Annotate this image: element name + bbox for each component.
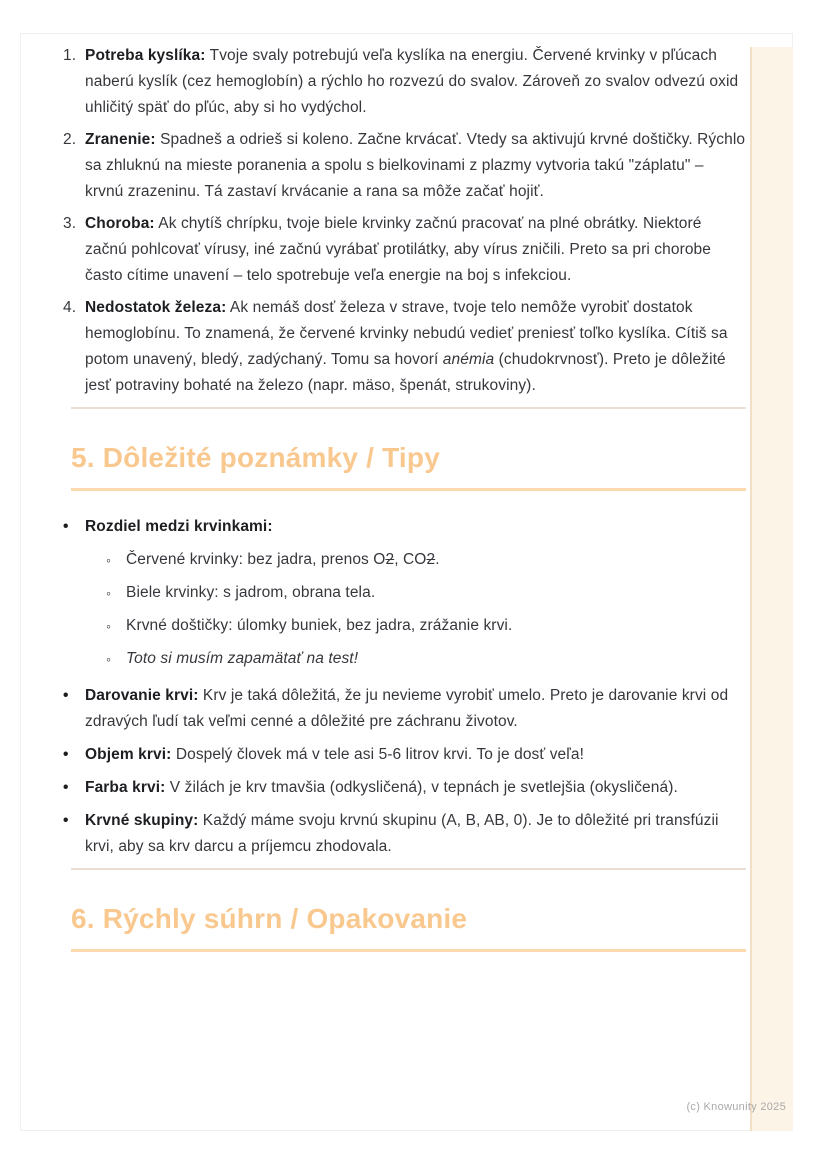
- summary-section: [63, 868, 746, 952]
- item-body: (chudokrvnosť). Preto je dôležité jesť potraviny bohaté na železo (napr. mäso, špenát, strukoviny).: [85, 351, 726, 394]
- sub-bullet-item: [106, 646, 746, 672]
- bullet-icon: •: [63, 518, 69, 535]
- bullet-item: [63, 742, 746, 768]
- sub-text-part: Červené krvinky: bez jadra, prenos O: [126, 551, 386, 568]
- bullet-body: Dospelý človek má v tele asi 5-6 litrov krvi. To je dosť veľa!: [175, 746, 585, 763]
- item-body: Tvoje svaly potrebujú veľa kyslíka na energiu. Červené krvinky v pľúcach naberú kyslík (cez hemoglobín) a rýchlo ho rozvezú do svalov. Zároveň zo svalov odvezú oxid uhličitý späť do pľúc, aby si ho vydýchol.: [85, 47, 739, 116]
- bullet-body: Krv je taká dôležitá, že ju nevieme vyrobiť umelo. Preto je darovanie krvi od zdravých ľudí tak veľmi cenné a dôležité pre záchranu životov.: [85, 687, 729, 730]
- sub-text-part: , CO: [394, 551, 427, 568]
- bullet-item: [63, 514, 746, 676]
- bullet-label: Rozdiel medzi krvinkami:: [85, 518, 273, 535]
- item-body: Spadneš a odrieš si koleno. Začne krvácať. Vtedy sa aktivujú krvné doštičky. Rýchlo sa zhluknú na mieste poranenia a spolu s bielkovinami z plazmy vytvoria takú "záplatu" – krvnú zrazeninu. Tá zastaví krvácanie a rana sa môže začať hojiť.: [85, 131, 746, 200]
- item-text: [85, 211, 746, 289]
- item-number: 1.: [63, 47, 77, 64]
- sub-bullet-item: [106, 613, 746, 639]
- section-heading-tips: 5. Dôležité poznámky / Tipy: [71, 442, 440, 473]
- item-body-italic: anémia: [442, 351, 495, 368]
- subscript-strike: 2: [385, 551, 395, 568]
- sub-bullet-icon: ◦: [106, 651, 112, 667]
- item-label: Zranenie:: [85, 131, 156, 148]
- sub-bullet-item: [106, 547, 746, 573]
- sub-bullet-icon: ◦: [106, 585, 112, 601]
- sub-bullet-icon: ◦: [106, 618, 112, 634]
- bullet-label: Darovanie krvi:: [85, 687, 199, 704]
- sub-bullet-text: Krvné doštičky: úlomky buniek, bez jadra, zrážanie krvi.: [126, 617, 513, 634]
- section-heading-summary: 6. Rýchly súhrn / Opakovanie: [71, 903, 468, 934]
- item-text: [85, 295, 746, 399]
- bullet-text: [85, 775, 746, 801]
- sub-bullet-list: [106, 547, 746, 672]
- bullet-body: Každý máme svoju krvnú skupinu (A, B, AB, 0). Je to dôležité pri transfúzii krvi, aby sa krv darcu a príjemcu zhodovala.: [85, 812, 719, 855]
- sub-bullet-text: [126, 547, 746, 573]
- item-text: [85, 43, 746, 121]
- bullet-text: [85, 808, 746, 860]
- watermark: (c) Knowunity 2025: [686, 1101, 786, 1113]
- tips-bullet-list: [63, 514, 746, 860]
- bullet-label: Objem krvi:: [85, 746, 172, 763]
- list-item: [63, 43, 746, 121]
- sub-bullet-icon: ◦: [106, 552, 112, 568]
- item-body: Ak chytíš chrípku, tvoje biele krvinky začnú pracovať na plné obrátky. Niektoré začnú pohlcovať vírusy, iné začnú vyrábať protilátky, aby vírus zničili. Preto sa pri chorobe často cítime unavení – telo spotrebuje veľa energie na boj s infekciou.: [85, 215, 711, 284]
- section-divider: [71, 868, 746, 870]
- bullet-icon: •: [63, 779, 69, 796]
- section-divider: [71, 407, 746, 409]
- numbered-list: [63, 43, 746, 399]
- item-number: 3.: [63, 215, 77, 232]
- list-item: [63, 211, 746, 289]
- bullet-icon: •: [63, 746, 69, 763]
- page-content: [63, 43, 746, 972]
- bullet-text: [85, 742, 746, 768]
- item-label: Potreba kyslíka:: [85, 47, 206, 64]
- bullet-text: [85, 683, 746, 735]
- heading-underline: [71, 488, 746, 491]
- bullet-icon: •: [63, 812, 69, 829]
- bullet-item: [63, 683, 746, 735]
- bullet-icon: •: [63, 687, 69, 704]
- next-page-edge: [750, 47, 793, 1131]
- item-body: Ak nemáš dosť železa v strave, tvoje telo nemôže vyrobiť dostatok hemoglobínu. To znamená, že červené krvinky nebudú vedieť preniesť toľko kyslíka. Cítiš sa potom unavený, bledý, zadýchaný. Tomu sa hovorí: [85, 299, 728, 368]
- sub-bullet-note: Toto si musím zapamätať na test!: [126, 650, 359, 667]
- subscript-strike: 2: [426, 551, 436, 568]
- sub-bullet-item: [106, 580, 746, 606]
- item-number: 4.: [63, 299, 77, 316]
- heading-underline: [71, 949, 746, 952]
- bullet-item: [63, 775, 746, 801]
- item-label: Nedostatok železa:: [85, 299, 227, 316]
- sub-bullet-text: Biele krvinky: s jadrom, obrana tela.: [126, 584, 376, 601]
- document-page: [20, 33, 793, 1131]
- list-item: [63, 127, 746, 205]
- bullet-label: Farba krvi:: [85, 779, 166, 796]
- list-item: [63, 295, 746, 399]
- bullet-item: [63, 808, 746, 860]
- item-label: Choroba:: [85, 215, 155, 232]
- bullet-body: V žilách je krv tmavšia (odkysličená), v tepnách je svetlejšia (okysličená).: [169, 779, 678, 796]
- bullet-text: [85, 514, 746, 676]
- item-number: 2.: [63, 131, 77, 148]
- sub-text-part: .: [435, 551, 440, 568]
- item-text: [85, 127, 746, 205]
- bullet-label: Krvné skupiny:: [85, 812, 199, 829]
